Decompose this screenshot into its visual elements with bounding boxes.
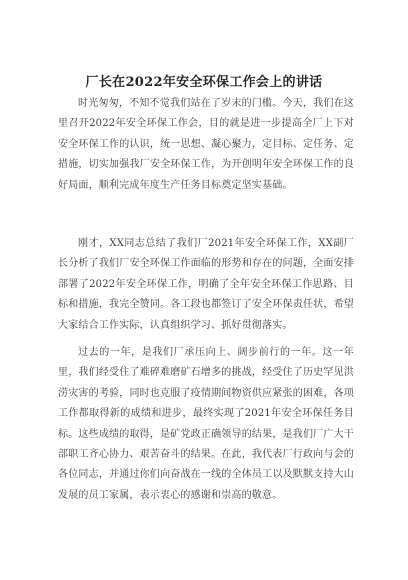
paragraph-3: 过去的一年，是我们厂承压向上、阔步前行的一年。这一年里，我们经受住了难碎难磨矿石增多的挑战，经受住了历史罕见洪涝灾害的考验，同时也克服了疫情期间物资供应紧张的困难，各项工作都取得新的成绩和进步，最终实现了2021年安全环保任务目标。这些成绩的取得，是矿党政正确领导的结果，是我们厂广大干部职工齐心协力、艰苦奋斗的结果。在此，我代表厂行政向与会的各位同志，并通过你们向奋战在一线的全体员工以及默默支持大山发展的员工家属，表示衷心的感谢和崇高的敬意。 (58, 347, 354, 501)
paragraph-1: 时光匆匆，不知不觉我们站在了岁末的门槛。今天，我们在这里召开2022年安全环保工作会，目的就是进一步提高全厂上下对安全环保工作的认识，统一思想、凝心聚力，定目标、定任务、定措施，切实加强我厂安全环保工作，为开创明年安全环保工作的良好局面，顺利完成年度生产任务目标奠定坚实基础。 (58, 98, 354, 191)
paragraph-2: 刚才，XX同志总结了我们厂2021年安全环保工作，XX副厂长分析了我们厂安全环保工作面临的形势和存在的问题，全面安排部署了2022年安全环保工作，明确了全年安全环保工作思路、目标和措施，我完全赞同。各工段也都签订了安全环保责任状，希望大家结合工作实际，认真组织学习、抓好贯彻落实。 (58, 238, 354, 331)
document-title: 厂长在2022年安全环保工作会上的讲话 (85, 75, 323, 90)
